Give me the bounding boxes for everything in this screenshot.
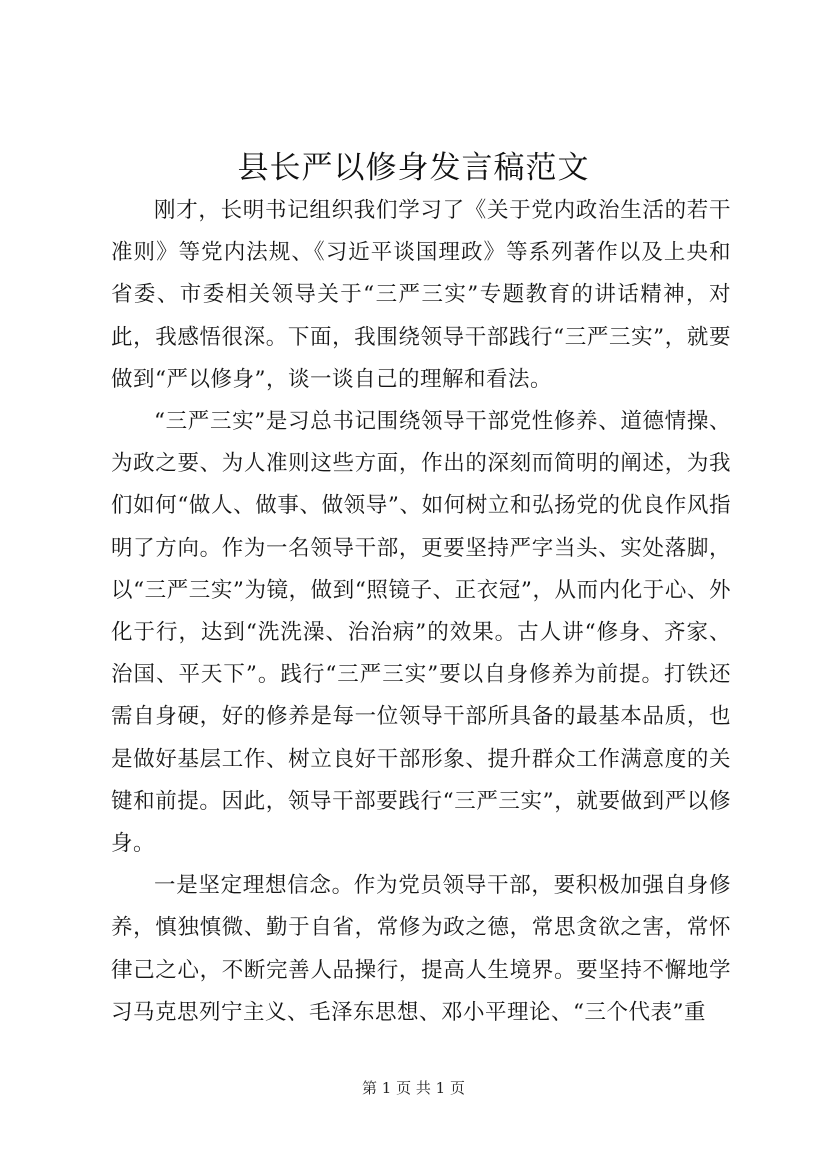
paragraph-3: 一是坚定理想信念。作为党员领导干部，要积极加强自身修养，慎独慎微、勤于自省，常修为政之德，常思贪欲之害，常怀律己之心，不断完善人品操行，提高人生境界。要坚持不懈地学习马克思列宁主义、毛泽东思想、邓小平理论、“三个代表”重	[111, 873, 731, 1025]
paragraph-1: 刚才，长明书记组织我们学习了《关于党内政治生活的若干准则》等党内法规、《习近平谈国理政》等系列著作以及上央和省委、市委相关领导关于“三严三实”专题教育的讲话精神，对此，我感悟很深。下面，我围绕领导干部践行“三严三实”，就要做到“严以修身”，谈一谈自己的理解和看法。	[111, 198, 731, 392]
document-body	[111, 190, 731, 1034]
paragraph-2: “三严三实”是习总书记围绕领导干部党性修养、道德情操、为政之要、为人准则这些方面，作出的深刻而简明的阐述，为我们如何“做人、做事、做领导”、如何树立和弘扬党的优良作风指明了方向。作为一名领导干部，更要坚持严字当头、实处落脚，以“三严三实”为镜，做到“照镜子、正衣冠”，从而内化于心、外化于行，达到“洗洗澡、治治病”的效果。古人讲“修身、齐家、治国、平天下”。践行“三严三实”要以自身修养为前提。打铁还需自身硬，好的修养是每一位领导干部所具备的最基本品质，也是做好基层工作、树立良好干部形象、提升群众工作满意度的关键和前提。因此，领导干部要践行“三严三实”，就要做到严以修身。	[111, 409, 731, 857]
document-title: 县长严以修身发言稿范文	[237, 150, 590, 186]
page-number-footer: 第 1 页 共 1 页	[362, 1079, 465, 1097]
